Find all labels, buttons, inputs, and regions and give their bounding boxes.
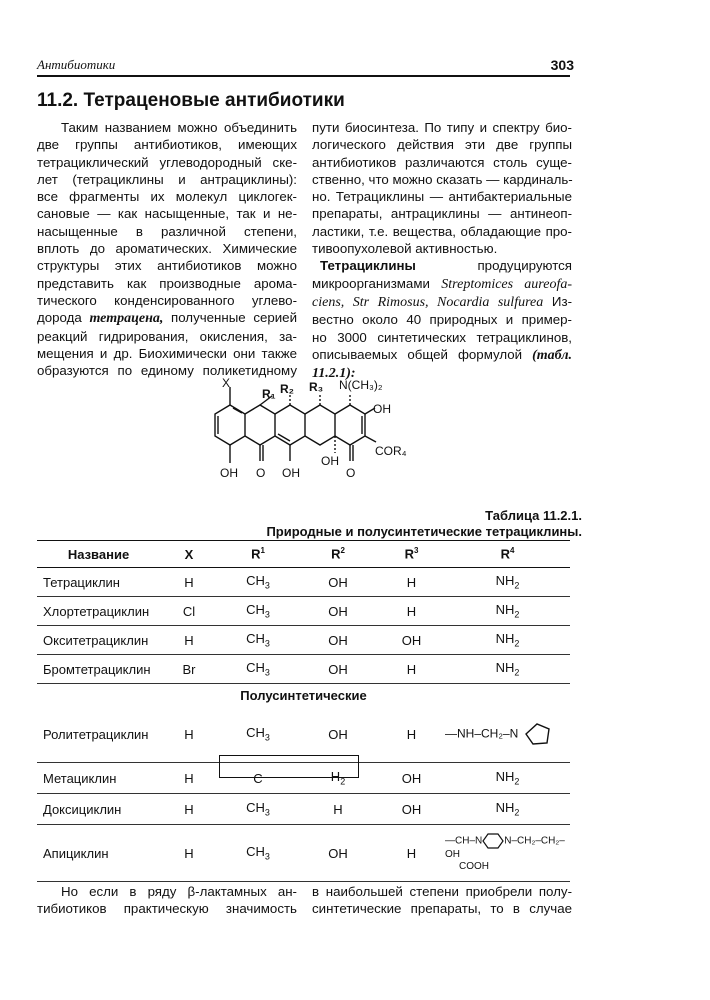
label-x: X	[222, 376, 231, 390]
text-line: 11.2.1):	[312, 366, 356, 382]
text-line: лет (тетрациклины и антрациклины):	[37, 171, 297, 187]
footer-right-column	[312, 883, 572, 918]
text-line: но. Тетрациклины — антибактериальные	[312, 189, 572, 205]
text-line: микроорганизмами Streptomices aureofa-	[312, 275, 572, 292]
text-line: сановые — как насыщенные, так и не-	[37, 206, 297, 222]
methacycline-highlight-box	[219, 755, 359, 778]
piperazinyl-substituent: —CH–N N–CH₂–CH₂–OH COOH	[445, 825, 570, 882]
section-title: 11.2. Тетраценовые антибиотики	[37, 90, 345, 111]
text-line: вплоть до ароматических. Химические	[37, 241, 297, 257]
table-row: Апициклин H $CH_3$ OH H —CH–N N–CH₂–CH₂–OH COOH	[37, 825, 570, 882]
header-name: Название	[37, 541, 160, 568]
text-line: тибиотиков практическую значимость	[37, 901, 297, 917]
text-line: реакций гидрирования, окисления, за-	[37, 328, 297, 344]
text-line: тетрациклический углеводородный ске-	[37, 154, 297, 170]
text-line: тивоопухолевой активностью.	[312, 241, 498, 257]
table-row: Хлортетрациклин Cl $CH_3$ OH H $NH_2$	[37, 597, 570, 626]
text-line: тического конденсированного углево-	[37, 292, 297, 308]
text-line: Но если в ряду β-лактамных ан-	[61, 884, 297, 899]
text-line: мещения и др. Биохимически они также	[37, 345, 297, 361]
text-line: структуры этих антибиотиков можно	[37, 258, 297, 274]
text-line: антибиотиков различаются столь суще-	[312, 154, 572, 170]
pyrrolidine-ring-icon	[522, 719, 552, 749]
pyrrolidinyl-substituent: —NH–CH₂–N	[445, 706, 570, 763]
table-row: Доксициклин H $CH_3$ H OH $NH_2$	[37, 794, 570, 825]
right-column	[312, 119, 572, 382]
text-line: Тетрациклины продуцируются	[320, 258, 572, 274]
text-line: описываемых общей формулой (табл.	[312, 346, 572, 363]
piperazine-ring-icon	[482, 833, 504, 849]
text-line: препараты, антрациклины — антинеоп-	[312, 206, 572, 222]
text-line: две группы антибиотиков, имеющих	[37, 137, 297, 153]
header-r2: $R^2$	[298, 541, 378, 568]
label-oh-top: OH	[373, 402, 391, 416]
header-r1: $R^1$	[218, 541, 298, 568]
table-caption-title: Природные и полусинтетические тетрациклины.	[266, 524, 582, 539]
label-oh-left: OH	[220, 466, 238, 480]
text-line: ластики, т.е. вещества, обладающие про-	[312, 223, 572, 239]
table-row: Тетрациклин H $CH_3$ OH H $NH_2$	[37, 568, 570, 597]
text-line: но 3000 синтетических тетрациклинов,	[312, 329, 572, 345]
tetracyclines-table	[37, 540, 570, 882]
table-row: Окситетрациклин H $CH_3$ OH OH $NH_2$	[37, 626, 570, 655]
header-rule	[37, 75, 570, 77]
text-line: логического действия эти две группы	[312, 137, 572, 153]
term-tetracyclines: Тетрациклины	[320, 258, 416, 274]
left-column	[37, 119, 297, 379]
label-r1: R₁	[262, 387, 276, 401]
table-row: Ролитетрациклин H $CH_3$ OH H —NH–CH₂–N	[37, 706, 570, 763]
running-header-section: Антибиотики	[37, 57, 116, 72]
label-cor4: COR₄	[375, 444, 407, 458]
header-r4: $R^4$	[445, 541, 570, 568]
table-row: Метациклин H C $H_2$ OH $NH_2$	[37, 763, 570, 794]
term-tetracene: тетрацена,	[89, 311, 164, 327]
table-caption-number: Таблица 11.2.1.	[485, 508, 582, 523]
header-x: X	[160, 541, 218, 568]
text-line: пути биосинтеза. По типу и спектру био-	[312, 120, 572, 135]
label-nme2: N(CH₃)₂	[339, 378, 383, 392]
label-o-right: O	[346, 466, 356, 480]
text-line: ственно, что можно сказать — кардиналь-	[312, 171, 573, 187]
table-header-row	[37, 541, 570, 568]
footer-left-column	[37, 883, 297, 918]
label-r2: R₂	[280, 382, 294, 396]
label-oh-ring: OH	[321, 454, 339, 468]
text-line: образуются по единому поликетидному	[37, 363, 297, 379]
label-o-left: O	[256, 466, 266, 480]
label-oh-mid: OH	[282, 466, 300, 480]
tetracycline-structure	[190, 375, 410, 485]
table-subheader-row	[37, 684, 570, 707]
text-line: Таким названием можно объединить	[61, 120, 297, 135]
subheader-semisynthetic: Полусинтетические	[240, 687, 367, 703]
text-line: насыщенные в различной степени,	[37, 223, 297, 239]
header-r3: $R^3$	[378, 541, 445, 568]
table-row: Бромтетрациклин Br $CH_3$ OH H $NH_2$	[37, 655, 570, 684]
text-line: представить как производные арома-	[37, 275, 297, 291]
text-line: все фрагменты их молекул циклогек-	[37, 189, 297, 205]
text-line: вестно около 40 природных и пример-	[312, 312, 572, 328]
page-number: 303	[550, 57, 574, 73]
text-line: дорода тетрацена, полученные серией	[37, 310, 298, 327]
text-line: в наибольшей степени приобрели полу-	[312, 884, 572, 899]
text-line: ciens, Str Rimosus, Nocardia sulfurea Из-	[312, 293, 572, 310]
text-line: синтетические препараты, то в случае	[312, 901, 572, 917]
label-r3: R₃	[309, 380, 324, 394]
